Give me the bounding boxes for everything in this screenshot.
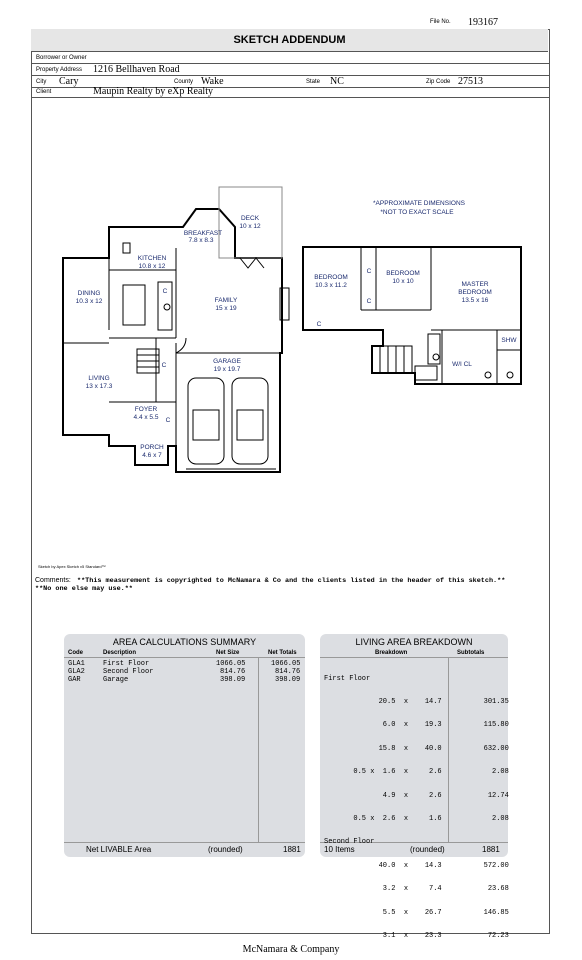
client-label: Client [36,89,52,95]
closet-label: C [366,268,372,275]
list-item: Second Floor [324,838,375,847]
software-note: Sketch by Apex Sketch v5 Standard™ [38,564,106,569]
deck-dim: 10 x 12 [239,223,261,230]
list-item: 6.0 x 19.3 115.80 [324,721,509,730]
col-net-size: Net Size [216,650,240,656]
bedroom2-label: BEDROOM [386,270,420,277]
list-item: 3.1 x 23.3 72.23 [324,931,509,940]
borrower-label: Borrower or Owner [36,55,87,61]
state-label: State [306,79,321,85]
table-row-net: 1066.05 [216,660,246,668]
address-value: 1216 Bellhaven Road [93,64,180,75]
list-item: 40.0 x 14.3 572.00 [324,861,509,870]
net-livable-value: 1881 [283,845,301,854]
bedroom1-dim: 10.3 x 11.2 [315,282,347,289]
kitchen-dim: 10.8 x 12 [138,263,166,270]
master-label-2: BEDROOM [458,289,492,296]
deck-door [240,258,264,268]
col-code: Code [68,650,83,656]
address-label: Property Address [36,67,83,73]
living-breakdown-panel [320,634,509,940]
file-no: 193167 [468,17,498,28]
family-dim: 15 x 19 [215,305,237,312]
company-footer: McNamara & Company [242,944,340,955]
col-net-totals: Net Totals [268,650,297,656]
family-label: FAMILY [214,297,238,304]
shw-label: SHW [501,337,517,344]
foyer-label: FOYER [134,406,158,413]
zip-value: 27513 [458,76,483,87]
net-livable-label: Net LIVABLE Area [86,845,152,854]
area-summary-title: AREA CALCULATIONS SUMMARY [112,637,257,647]
closet-label: C [165,417,171,424]
list-item: 20.5 x 14.7 301.35 [324,697,509,706]
list-item: 15.8 x 40.0 632.00 [324,744,509,753]
net-livable-rounded: (rounded) [208,845,243,854]
master-label-1: MASTER [461,281,489,288]
wicl-label: W/I CL [452,361,472,368]
list-item: 0.5 x 1.6 x 2.6 2.08 [324,768,509,777]
client-value: Maupin Realty by eXp Realty [93,86,213,97]
file-no-label: File No. [430,19,451,25]
porch-dim: 4.6 x 7 [142,452,162,459]
breakfast-label: BREAKFAST [183,230,223,237]
col-breakdown: Breakdown [375,650,408,656]
county-label: County [174,79,194,85]
table-row-total: 1066.05 [271,660,301,668]
list-item: First Floor [324,674,371,683]
living-label: LIVING [88,375,110,382]
tub [415,366,437,380]
note-approx: *APPROXIMATE DIMENSIONS [373,200,465,207]
list-item: 3.2 x 7.4 23.68 [324,885,509,894]
col-subtotals: Subtotals [457,650,485,656]
table-row-total: 398.09 [275,676,301,684]
closet-label: C [161,362,167,369]
city-value: Cary [59,76,79,87]
list-item: 5.5 x 26.7 146.85 [324,908,509,917]
master-dim: 13.5 x 16 [461,297,489,304]
closet-label: C [366,298,372,305]
stairs-second [372,346,412,373]
table-row-desc: Garage [103,676,129,684]
zip-label: Zip Code [426,79,451,85]
comments-label: Comments: [35,577,71,584]
list-item: 0.5 x 2.6 x 1.6 2.08 [324,814,509,823]
breakdown-rounded: (rounded) [410,845,445,854]
comments-line1: **This measurement is copyrighted to McNamara & Co and the clients listed in the header of this sketch.** [77,577,506,585]
table-row-code: GAR [68,676,81,684]
first-floor-outline [63,209,282,472]
table-row-total: 814.76 [275,668,301,676]
table-row-net: 814.76 [220,668,246,676]
comments-line2: **No one else may use.** [35,585,133,593]
bedroom2-dim: 10 x 10 [392,278,414,285]
deck-label: DECK [240,215,260,222]
col-description: Description [103,650,137,656]
table-row-code: GLA2 [68,668,85,676]
kitchen-island [123,285,145,325]
table-row-desc: Second Floor [103,668,154,676]
foyer-dim: 4.4 x 5.5 [133,414,159,421]
county-value: Wake [201,76,224,87]
closet-label: C [316,321,322,328]
dining-dim: 10.3 x 12 [75,298,103,305]
state-value: NC [330,76,344,87]
table-row-desc: First Floor [103,660,150,668]
closet-label: C [162,288,168,295]
city-label: City [36,79,47,85]
items-count: 10 Items [324,845,355,854]
kitchen-label: KITCHEN [137,255,167,262]
breakfast-dim: 7.8 x 8.3 [188,237,214,244]
breakdown-value: 1881 [482,845,500,854]
note-scale: *NOT TO EXACT SCALE [380,209,454,216]
dining-label: DINING [77,290,101,297]
table-row-net: 398.09 [220,676,246,684]
garage-door-arc [176,338,186,353]
garage-dim: 19 x 19.7 [213,366,241,373]
breakdown-lines [324,660,509,956]
garage-label: GARAGE [213,358,241,365]
area-summary-panel [64,634,305,857]
page-title: SKETCH ADDENDUM [31,29,548,52]
living-breakdown-title: LIVING AREA BREAKDOWN [355,637,473,647]
bedroom1-label: BEDROOM [314,274,348,281]
table-row-code: GLA1 [68,660,85,668]
living-dim: 13 x 17.3 [85,383,113,390]
list-item: 4.9 x 2.6 12.74 [324,791,509,800]
porch-label: PORCH [140,444,164,451]
